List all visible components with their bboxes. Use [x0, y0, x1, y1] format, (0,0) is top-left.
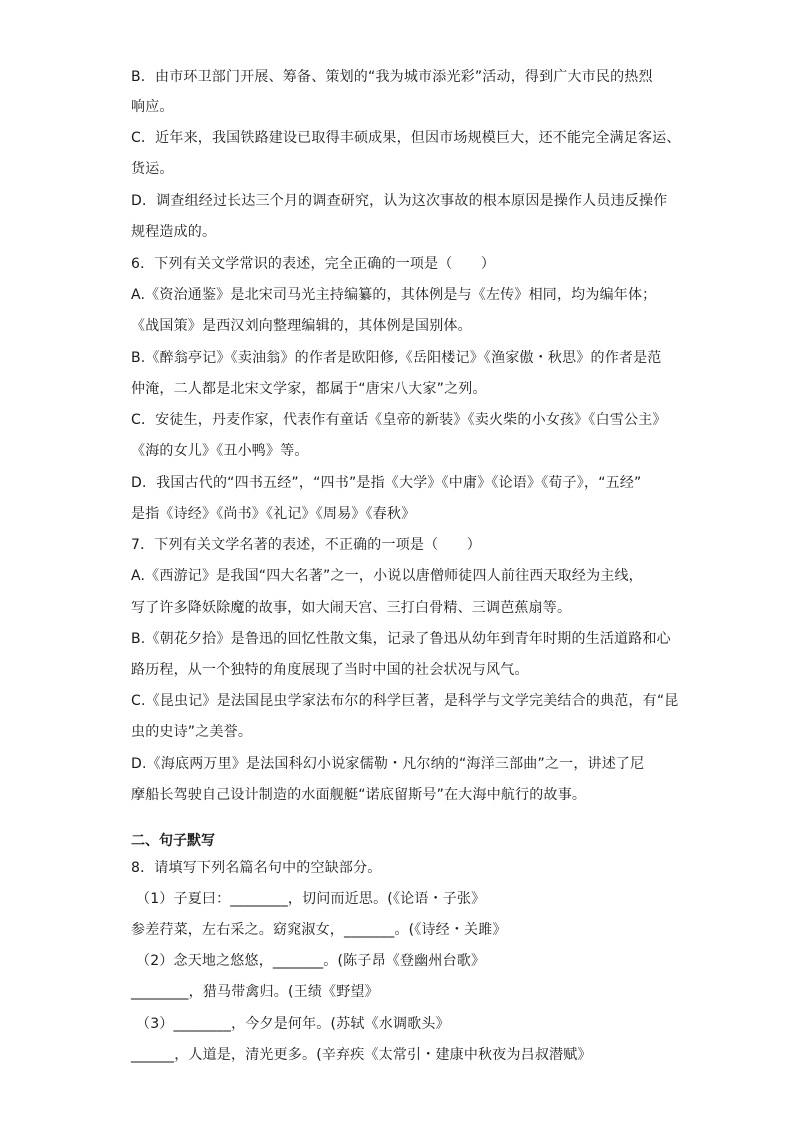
question-7-stem: 7．下列有关文学名著的表述，不正确的一项是（ ） [131, 537, 481, 553]
q7-option-b-line-2: 路历程，从一个独特的角度展现了当时中国的社会状况与风气。 [131, 662, 529, 678]
q7-option-c-line-1: C.《昆虫记》是法国昆虫学家法布尔的科学巨著，是科学与文学完美结合的典范，有“昆 [131, 693, 679, 709]
q8-item-1-line-2: 参差荇菜，左右采之。窈窕淑女，_______。(《诗经・关雎》 [131, 922, 507, 938]
q8-item-2-line-2: ________，猎马带禽归。(王绩《野望》 [131, 984, 379, 1000]
q7-option-a-line-1: A.《西游记》是我国“四大名著”之一，小说以唐僧师徒四人前往西天取经为主线， [131, 568, 643, 584]
option-b-line-2: 响应。 [131, 99, 174, 115]
q6-option-a-line-2: 《战国策》是西汉刘向整理编辑的，其体例是国别体。 [131, 318, 472, 334]
q6-option-c-line-1: C．安徒生，丹麦作家，代表作有童话《皇帝的新装》《卖火柴的小女孩》《白雪公主》 [131, 412, 667, 428]
q6-option-d-line-2: 是指《诗经》《尚书》《礼记》《周易》《春秋》 [131, 506, 416, 522]
q6-option-b-line-2: 仲淹，二人都是北宋文学家，都属于“唐宋八大家”之列。 [131, 381, 487, 397]
q7-option-a-line-2: 写了许多降妖除魔的故事，如大闹天宫、三打白骨精、三调芭蕉扇等。 [131, 600, 572, 616]
option-c-line-2: 货运。 [131, 161, 174, 177]
option-d-line-2: 规程造成的。 [131, 224, 217, 240]
q6-option-b-line-1: B.《醉翁亭记》《卖油翁》的作者是欧阳修,《岳阳楼记》《渔家傲・秋思》的作者是范 [131, 350, 662, 366]
option-d-line-1: D．调查组经过长达三个月的调查研究，认为这次事故的根本原因是操作人员违反操作 [131, 193, 668, 209]
option-c-line-1: C．近年来，我国铁路建设已取得丰硕成果，但因市场规模巨大，还不能完全满足客运、 [131, 130, 681, 146]
q6-option-c-line-2: 《海的女儿》《丑小鸭》等。 [131, 443, 309, 459]
q7-option-c-line-2: 虫的史诗”之美誉。 [131, 724, 253, 740]
q8-item-3-line-1: （3）________，今夕是何年。(苏轼《水调歌头》 [136, 1016, 450, 1032]
q7-option-b-line-1: B.《朝花夕拾》是鲁迅的回忆性散文集，记录了鲁迅从幼年到青年时期的生活道路和心 [131, 631, 671, 647]
q6-option-d-line-1: D．我国古代的“四书五经”，“四书”是指《大学》《中庸》《论语》《荀子》，“五经” [131, 475, 642, 491]
q8-item-3-line-2: ______，人道是，清光更多。(辛弃疾《太常引・建康中秋夜为吕叔潜赋》 [131, 1047, 592, 1063]
option-b-line-1: B．由市环卫部门开展、筹备、策划的“我为城市添光彩”活动，得到广大市民的热烈 [131, 69, 653, 85]
question-6-stem: 6．下列有关文学常识的表述，完全正确的一项是（ ） [131, 256, 496, 272]
q6-option-a-line-1: A.《资治通鉴》是北宋司马光主持编纂的，其体例是与《左传》相同，均为编年体； [131, 287, 657, 303]
question-8-stem: 8．请填写下列名篇名句中的空缺部分。 [131, 860, 382, 876]
q8-item-2-line-1: （2）念天地之悠悠，_______。(陈子昂《登幽州台歌》 [136, 953, 486, 969]
q7-option-d-line-2: 摩船长驾驶自己设计制造的水面舰艇“诺底留斯号”在大海中航行的故事。 [131, 787, 587, 803]
section-heading: 二、句子默写 [131, 833, 215, 849]
q7-option-d-line-1: D.《海底两万里》是法国科幻小说家儒勒・凡尔纳的“海洋三部曲”之一，讲述了尼 [131, 756, 645, 772]
q8-item-1-line-1: （1）子夏曰：________，切问而近思。(《论语・子张》 [136, 891, 486, 907]
